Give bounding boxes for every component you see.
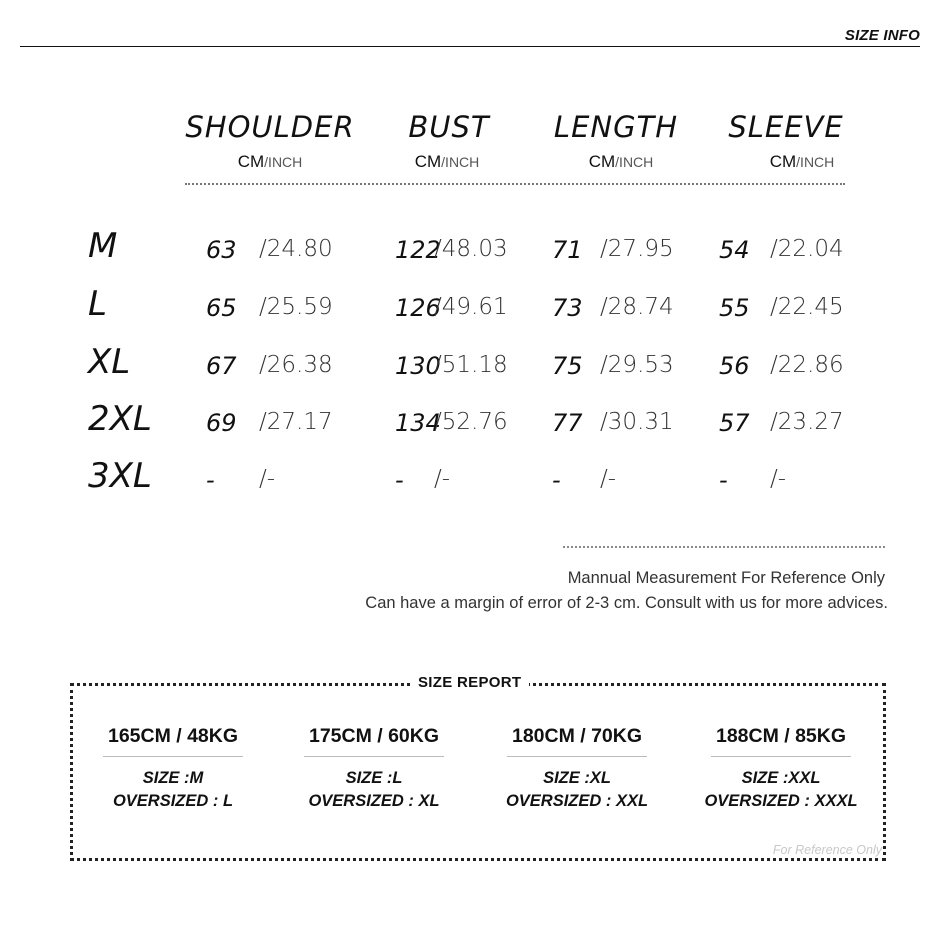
bust-inch: /48.03 [434, 236, 508, 262]
entry-divider [103, 756, 243, 757]
length-cm: 73 [552, 294, 583, 322]
height-weight: 188CM / 85KG [715, 725, 847, 747]
column-title-bust: BUST [408, 110, 490, 144]
unit-inch: /INCH [796, 154, 835, 170]
sleeve-cm: 57 [719, 409, 750, 437]
notes-dotted-divider [563, 546, 885, 548]
shoulder-cm: 69 [206, 409, 237, 437]
oversized-size: OVERSIZED : XL [308, 792, 440, 810]
size-report-entry [477, 725, 677, 811]
entry-divider [711, 756, 851, 757]
oversized-size: OVERSIZED : L [112, 792, 234, 810]
height-weight: 175CM / 60KG [308, 725, 440, 747]
unit-inch: /INCH [615, 154, 654, 170]
bust-cm: 122 [395, 236, 441, 264]
bust-cm: 126 [395, 294, 441, 322]
size-report-entry [73, 725, 273, 811]
length-inch: /- [600, 466, 617, 492]
shoulder-inch: /24.80 [259, 236, 333, 262]
size-report-entry [681, 725, 881, 811]
column-unit-bust [415, 152, 480, 172]
column-title-sleeve: SLEEVE [728, 110, 844, 144]
height-weight: 180CM / 70KG [511, 725, 643, 747]
recommended-size: SIZE :XXL [741, 769, 821, 787]
shoulder-inch: /- [259, 466, 276, 492]
recommended-size: SIZE :XL [543, 769, 611, 787]
column-title-length: LENGTH [553, 110, 679, 144]
size-label-l: L [88, 284, 107, 324]
shoulder-inch: /25.59 [259, 294, 333, 320]
header-title: SIZE INFO [844, 27, 920, 44]
length-cm: 71 [552, 236, 583, 264]
entry-divider [304, 756, 444, 757]
sleeve-cm: 56 [719, 352, 750, 380]
bust-cm: - [395, 466, 404, 494]
shoulder-cm: 65 [206, 294, 237, 322]
length-inch: /30.31 [600, 409, 674, 435]
shoulder-inch: /26.38 [259, 352, 333, 378]
shoulder-cm: 63 [206, 236, 237, 264]
unit-cm: CM [237, 152, 265, 171]
margin-of-error-note: Can have a margin of error of 2-3 cm. Consult with us for more advices. [365, 594, 888, 612]
length-inch: /28.74 [600, 294, 674, 320]
sleeve-inch: /22.86 [770, 352, 844, 378]
size-label-2xl: 2XL [88, 399, 152, 439]
length-cm: - [552, 466, 561, 494]
sleeve-inch: /22.04 [770, 236, 844, 262]
bust-inch: /51.18 [434, 352, 508, 378]
recommended-size: SIZE :L [345, 769, 403, 787]
shoulder-inch: /27.17 [259, 409, 333, 435]
size-label-xl: XL [88, 342, 131, 382]
header-divider [20, 46, 920, 47]
reference-footnote: For Reference Only [772, 843, 882, 857]
length-cm: 77 [552, 409, 583, 437]
size-label-m: M [88, 226, 118, 266]
column-unit-sleeve [770, 152, 835, 172]
entry-divider [507, 756, 647, 757]
sleeve-inch: /- [770, 466, 787, 492]
bust-inch: /52.76 [434, 409, 508, 435]
measurement-note: Mannual Measurement For Reference Only [567, 569, 885, 587]
bust-inch: /- [434, 466, 451, 492]
sleeve-cm: 54 [719, 236, 750, 264]
unit-inch: /INCH [264, 154, 303, 170]
column-unit-length [589, 152, 654, 172]
sleeve-cm: - [719, 466, 728, 494]
unit-cm: CM [414, 152, 442, 171]
column-title-shoulder: SHOULDER [185, 110, 355, 144]
unit-cm: CM [769, 152, 797, 171]
header-dotted-divider [185, 183, 845, 191]
unit-inch: /INCH [441, 154, 480, 170]
oversized-size: OVERSIZED : XXXL [704, 792, 858, 810]
bust-cm: 130 [395, 352, 441, 380]
length-inch: /29.53 [600, 352, 674, 378]
recommended-size: SIZE :M [142, 769, 204, 787]
height-weight: 165CM / 48KG [107, 725, 239, 747]
bust-inch: /49.61 [434, 294, 508, 320]
sleeve-cm: 55 [719, 294, 750, 322]
sleeve-inch: /23.27 [770, 409, 844, 435]
size-label-3xl: 3XL [88, 456, 152, 496]
column-unit-shoulder [238, 152, 303, 172]
bust-cm: 134 [395, 409, 441, 437]
length-cm: 75 [552, 352, 583, 380]
length-inch: /27.95 [600, 236, 674, 262]
shoulder-cm: - [206, 466, 215, 494]
unit-cm: CM [588, 152, 616, 171]
shoulder-cm: 67 [206, 352, 237, 380]
oversized-size: OVERSIZED : XXL [505, 792, 649, 810]
size-report-entry [274, 725, 474, 811]
sleeve-inch: /22.45 [770, 294, 844, 320]
size-report-title: SIZE REPORT [410, 674, 529, 691]
